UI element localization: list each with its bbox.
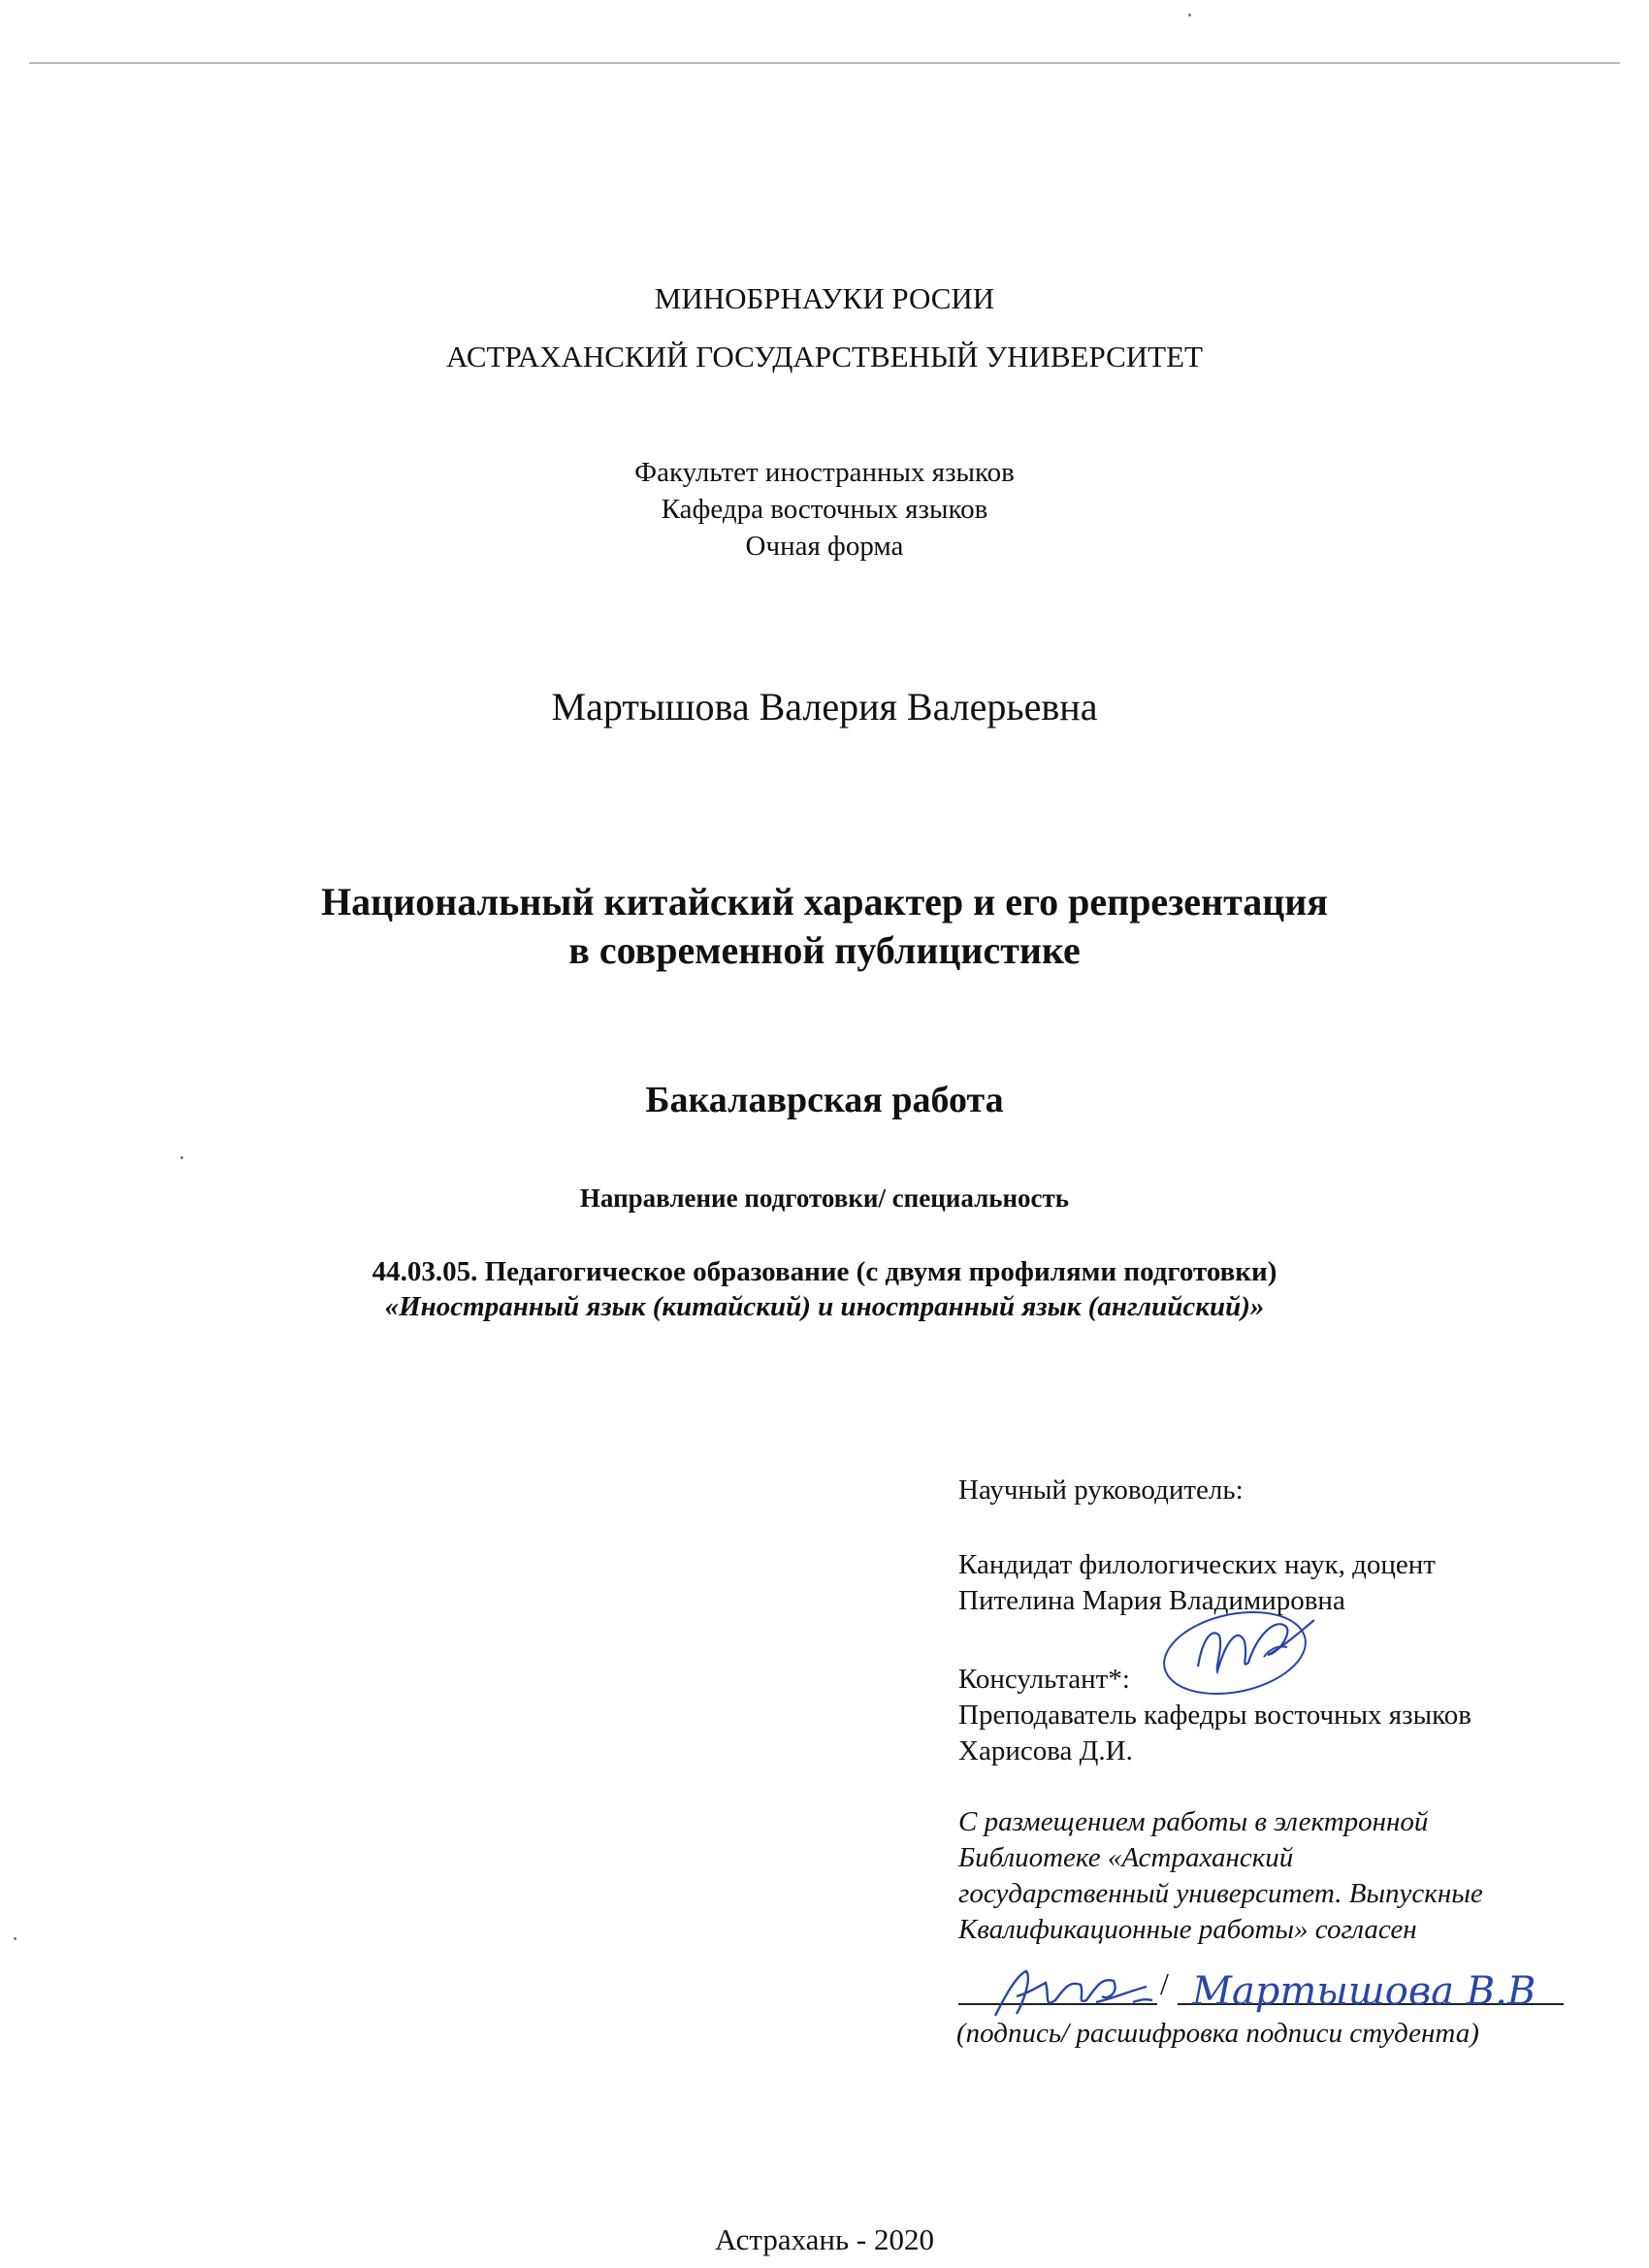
specialty-profile-line: «Иностранный язык (китайский) и иностранный язык (английский)»: [384, 1291, 1265, 1322]
consent-line: С размещением работы в электронной: [958, 1806, 1429, 1837]
thesis-title: [0, 878, 1649, 975]
supervisor-label-text: Научный руководитель:: [958, 1474, 1244, 1506]
scan-edge-line: [29, 62, 1620, 64]
supervisor-signature: [1159, 1599, 1319, 1703]
author-name: Мартышова Валерия Валерьевна: [551, 685, 1098, 729]
university-name: АСТРАХАНСКИЙ ГОСУДАРСТВЕНЫЙ УНИВЕРСИТЕТ: [446, 340, 1203, 373]
consent-statement: [958, 1804, 1628, 1948]
specialty-block: [0, 1254, 1649, 1324]
signature-caption: (подпись/ расшифровка подписи студента): [956, 2018, 1479, 2049]
supervisor-degree: Кандидат филологических наук, доцент: [958, 1549, 1436, 1580]
signature-separator: /: [1160, 1966, 1169, 2001]
consent-line: Библиотеке «Астраханский: [958, 1842, 1294, 1873]
signature-handwriting: Мартышова В.В: [1192, 1969, 1536, 2014]
consent-line: Квалификационные работы» согласен: [958, 1914, 1417, 1945]
work-type: Бакалаврская работа: [645, 1080, 1004, 1120]
ministry-name: МИНОБРНАУКИ РОСИИ: [654, 281, 995, 315]
consultant-name: Харисова Д.И.: [958, 1735, 1133, 1766]
city-year: Астрахань - 2020: [715, 2222, 934, 2256]
consent-line: государственный университет. Выпускные: [958, 1878, 1483, 1909]
thesis-title-line-1: Национальный китайский характер и его репрезентация: [321, 880, 1328, 923]
scan-speck: [14, 1937, 16, 1940]
supervisor-name: Пителина Мария Владимировна: [958, 1585, 1345, 1616]
specialty-code-line: 44.03.05. Педагогическое образование (с двумя профилями подготовки): [372, 1256, 1277, 1287]
study-form: Очная форма: [745, 531, 904, 562]
consultant-position: Преподаватель кафедры восточных языков: [958, 1700, 1471, 1731]
supervisor-label: [958, 1473, 1628, 1508]
thesis-title-line-2: в современной публицистике: [568, 928, 1081, 972]
department-name: Кафедра восточных языков: [661, 494, 988, 525]
faculty-block: [0, 454, 1649, 565]
consultant-label: Консультант*:: [958, 1664, 1130, 1695]
scan-speck: [180, 1156, 183, 1159]
student-signature-decoding: [1188, 1960, 1562, 2020]
faculty-name: Факультет иностранных языков: [634, 457, 1015, 488]
direction-heading: Направление подготовки/ специальность: [579, 1183, 1070, 1213]
scan-speck: [1188, 14, 1191, 16]
